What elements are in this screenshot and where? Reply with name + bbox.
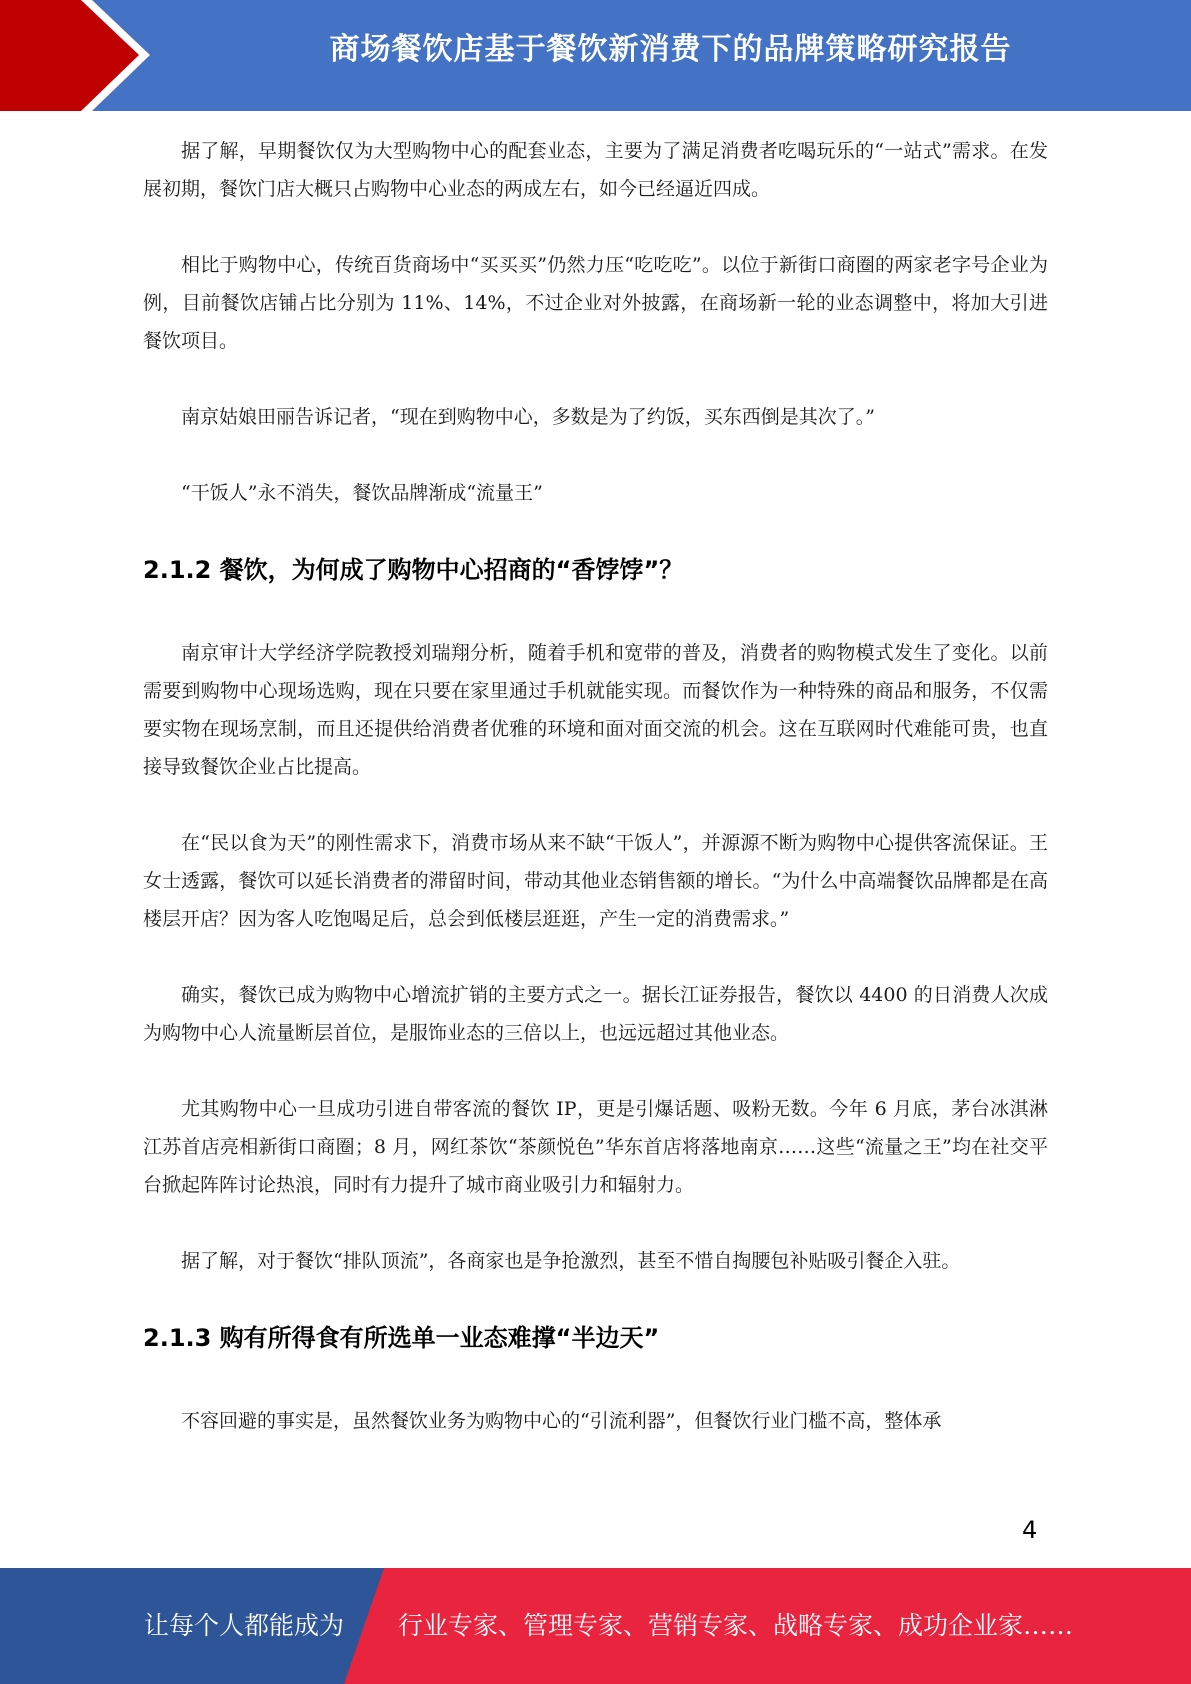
- section-heading-2-1-2: 2.1.2 餐饮，为何成了购物中心招商的“香饽饽”？: [143, 556, 684, 584]
- footer-slogan-left: 让每个人都能成为: [144, 1611, 345, 1640]
- paragraph: 南京审计大学经济学院教授刘瑞翔分析，随着手机和宽带的普及，消费者的购物模式发生了变化。以前需要到购物中心现场选购，现在只要在家里通过手机就能实现。而餐饮作为一种特殊的商品和服务，不仅需要实物在现场烹制，而且还提供给消费者优雅的环境和面对面交流的机会。这在互联网时代难能可贵，也直接导致餐饮企业占比提高。: [143, 642, 1048, 778]
- paragraph: 不容回避的事实是，虽然餐饮业务为购物中心的“引流利器”，但餐饮行业门槛不高，整体承: [181, 1410, 942, 1432]
- paragraph: 在“民以食为天”的刚性需求下，消费市场从来不缺“干饭人”，并源源不断为购物中心提供客流保证。王女士透露，餐饮可以延长消费者的滞留时间，带动其他业态销售额的增长。“为什么中高端餐饮品牌都是在高楼层开店？因为客人吃饱喝足后，总会到低楼层逛逛，产生一定的消费需求。”: [143, 832, 1048, 930]
- paragraph: 确实，餐饮已成为购物中心增流扩销的主要方式之一。据长江证券报告，餐饮以 4400 的日消费人次成为购物中心人流量断层首位，是服饰业态的三倍以上，也远远超过其他业态。: [143, 984, 1048, 1044]
- paragraph: 尤其购物中心一旦成功引进自带客流的餐饮 IP，更是引爆话题、吸粉无数。今年 6 月底，茅台冰淇淋江苏首店亮相新街口商圈；8 月，网红茶饮“茶颜悦色”华东首店将落地南京……这些“流量之王”均在社交平台掀起阵阵讨论热浪，同时有力提升了城市商业吸引力和辐射力。: [143, 1098, 1048, 1196]
- footer-banner: [0, 1568, 1191, 1684]
- header-banner: [0, 0, 1191, 111]
- footer-slogan-right: 行业专家、管理专家、营销专家、战略专家、成功企业家……: [398, 1611, 1074, 1640]
- paragraph: “干饭人”永不消失，餐饮品牌渐成“流量王”: [181, 482, 543, 504]
- paragraph: 据了解，对于餐饮“排队顶流”，各商家也是争抢激烈，甚至不惜自掏腰包补贴吸引餐企入驻。: [181, 1250, 961, 1272]
- paragraph: 南京姑娘田丽告诉记者，“现在到购物中心，多数是为了约饭，买东西倒是其次了。”: [181, 406, 875, 428]
- header-red-arrow-shape: [0, 0, 150, 111]
- section-heading-2-1-3: 2.1.3 购有所得食有所选单一业态难撑“半边天”: [143, 1324, 660, 1352]
- paragraph: 据了解，早期餐饮仅为大型购物中心的配套业态，主要为了满足消费者吃喝玩乐的“一站式”需求。在发展初期，餐饮门店大概只占购物中心业态的两成左右，如今已经逼近四成。: [143, 140, 1048, 200]
- page-body: [143, 132, 1048, 1478]
- report-title: 商场餐饮店基于餐饮新消费下的品牌策略研究报告: [329, 32, 1012, 67]
- paragraph: 相比于购物中心，传统百货商场中“买买买”仍然力压“吃吃吃”。以位于新街口商圈的两家老字号企业为例，目前餐饮店铺占比分别为 11%、14%，不过企业对外披露，在商场新一轮的业态调整中，将加大引进餐饮项目。: [143, 254, 1048, 352]
- page-number: 4: [1022, 1516, 1038, 1544]
